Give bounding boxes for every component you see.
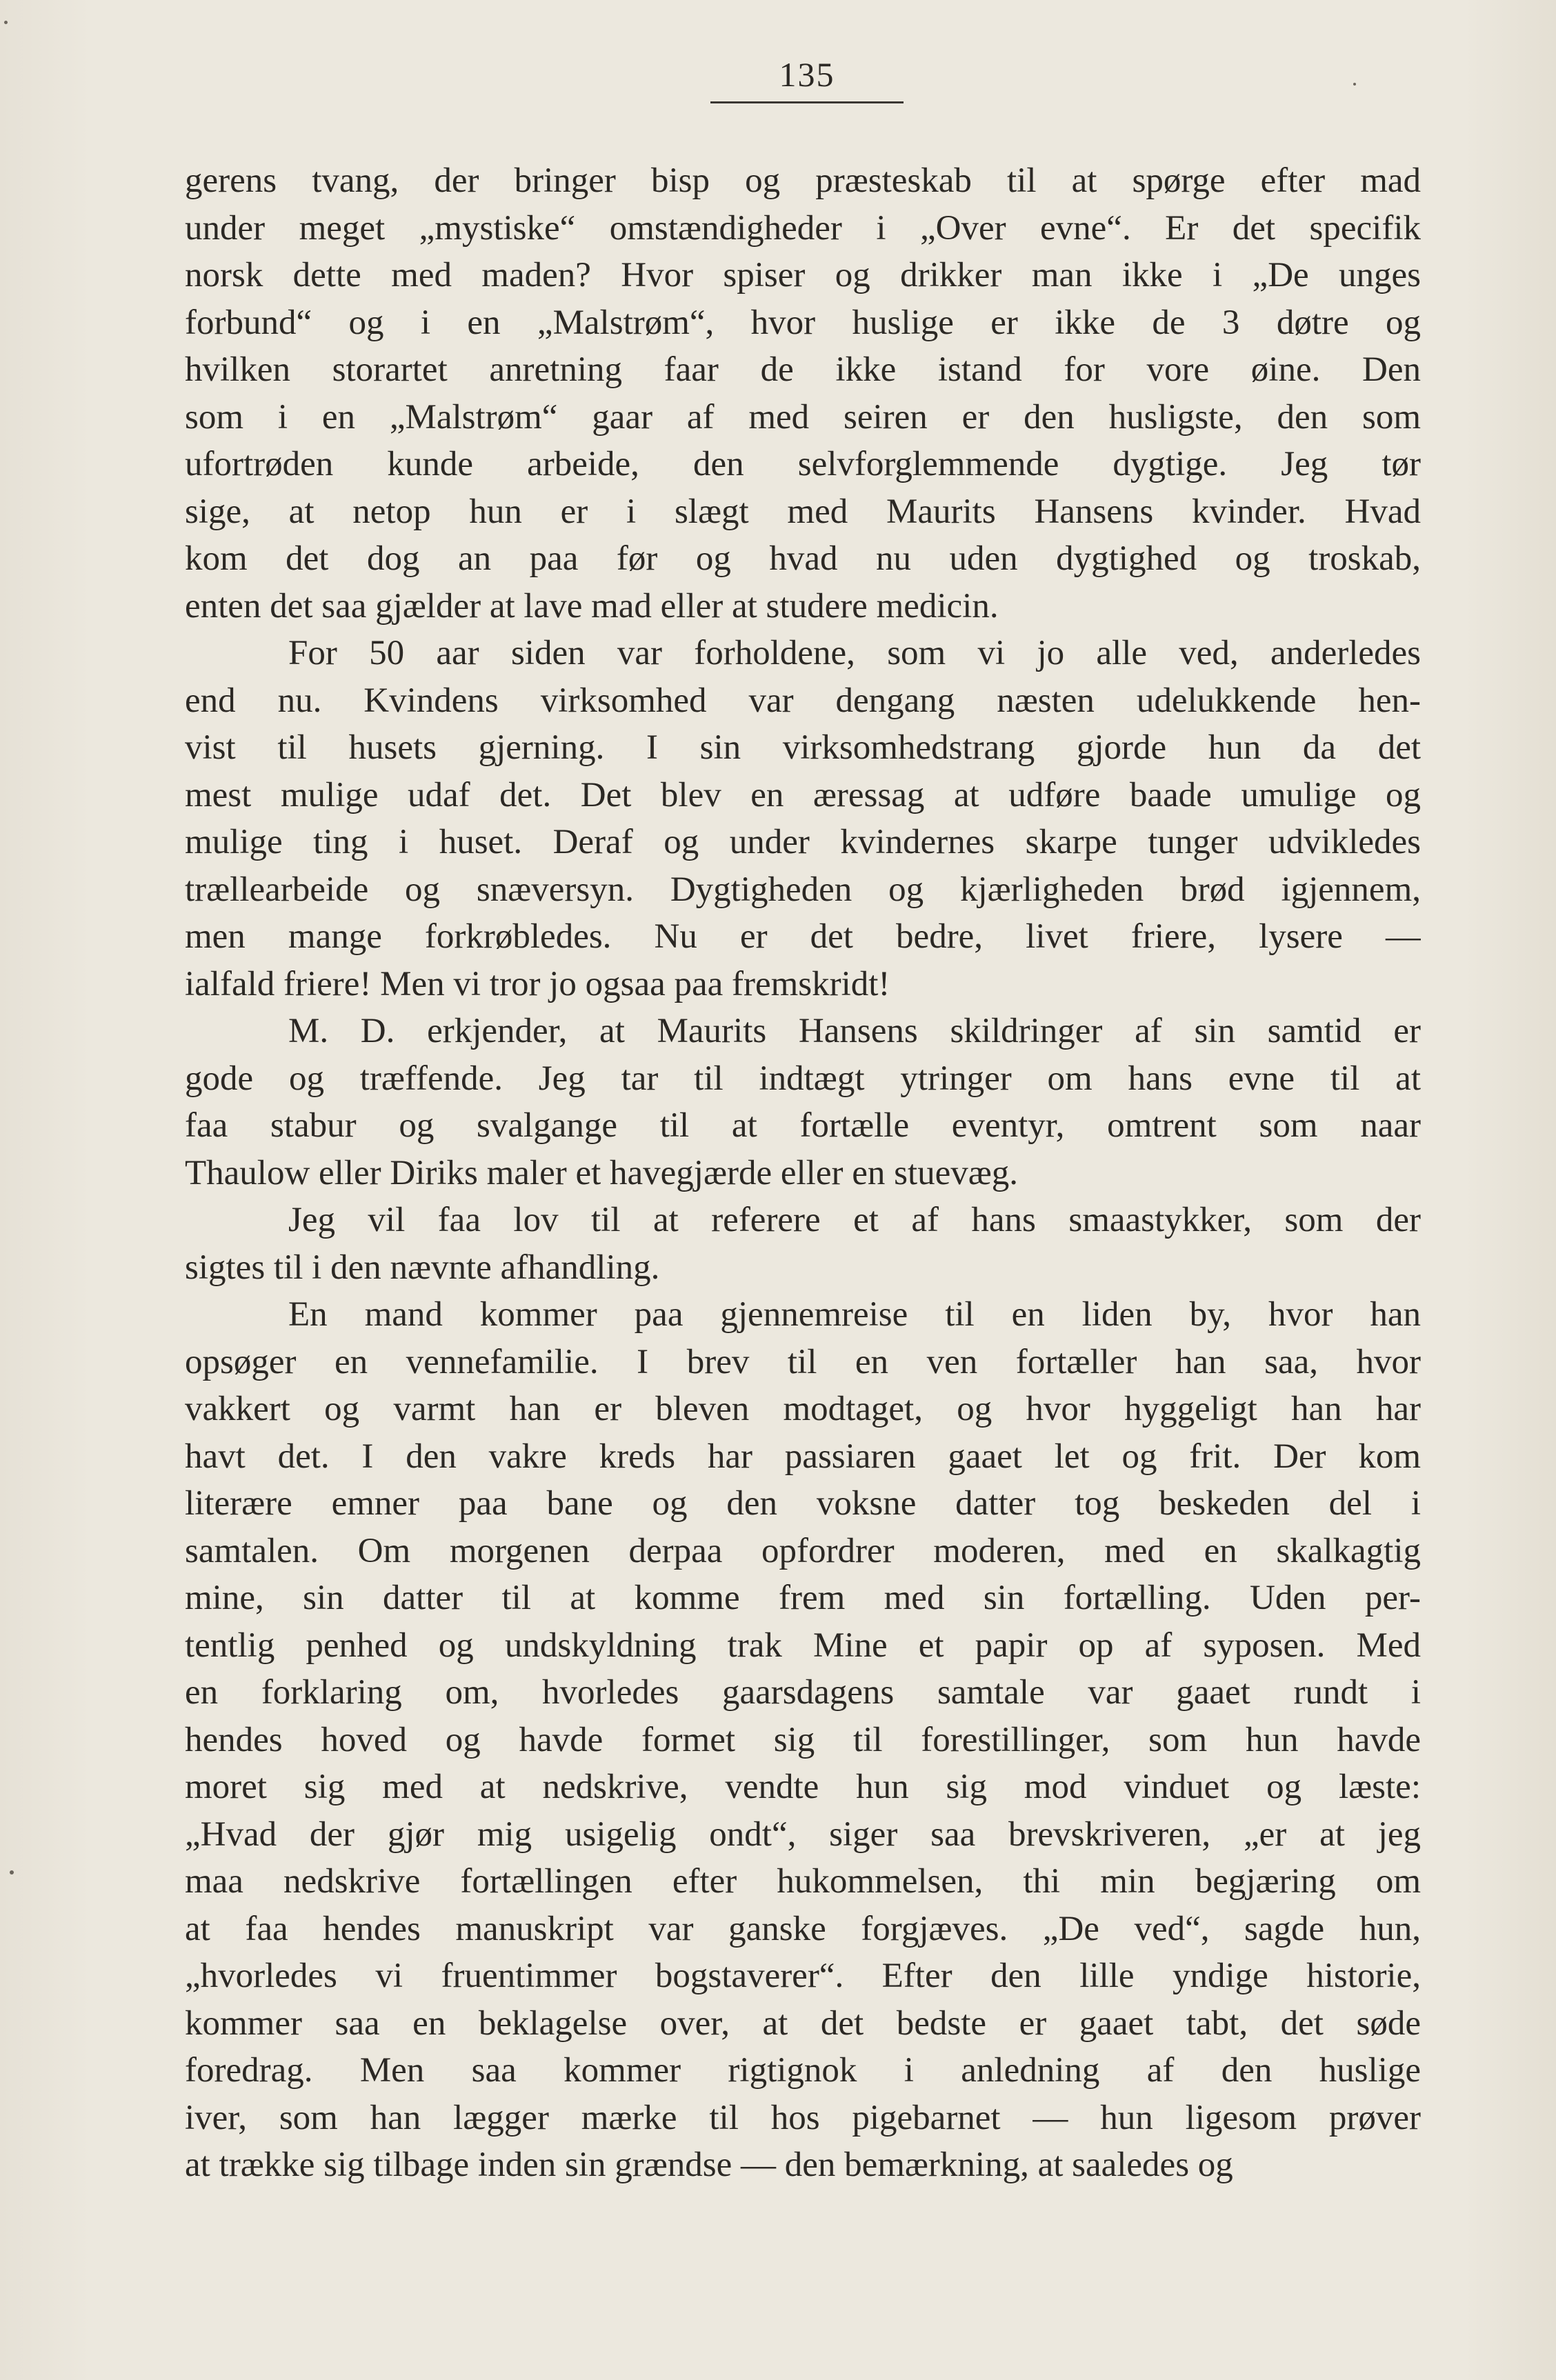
text-line: M. D. erkjender, at Maurits Hansens skildringer af sin samtid er <box>288 1012 1421 1050</box>
text-line: „hvorledes vi fruentimmer bogstaverer“. Efter den lille yndige historie, <box>185 1957 1421 1995</box>
text-line: men mange forkrøbledes. Nu er det bedre, livet friere, lysere — <box>185 917 1421 956</box>
text-line: kommer saa en beklagelse over, at det bedste er gaaet tabt, det søde <box>185 2003 1421 2043</box>
text-line: iver, som han lægger mærke til hos pigebarnet — hun ligesom prøver <box>185 2098 1421 2137</box>
text-line: opsøger en vennefamilie. I brev til en ven fortæller han saa, hvor <box>185 1342 1421 1381</box>
text-line: hvilken storartet anretning faar de ikke istand for vore øine. Den <box>185 350 1421 389</box>
text-line: literære emner paa bane og den voksne datter tog beskeden del i <box>185 1484 1421 1523</box>
text-line: gode og træffende. Jeg tar til indtægt ytringer om hans evne til at <box>185 1059 1421 1098</box>
text-line: For 50 aar siden var forholdene, som vi jo alle ved, anderledes <box>288 634 1421 672</box>
text-line: maa nedskrive fortællingen efter hukommelsen, thi min begjæring om <box>185 1862 1421 1901</box>
paragraph <box>185 630 1421 1008</box>
page-number: 135 <box>779 55 835 94</box>
text-line: norsk dette med maden? Hvor spiser og drikker man ikke i „De unges <box>185 256 1421 294</box>
text-line: samtalen. Om morgenen derpaa opfordrer moderen, med en skalkagtig <box>185 1531 1421 1570</box>
text-line: „Hvad der gjør mig usigelig ondt“, siger saa brevskriveren, „er at jeg <box>185 1814 1421 1854</box>
text-line: tentlig penhed og undskyldning trak Mine et papir op af syposen. Med <box>185 1626 1421 1665</box>
text-line: som i en „Malstrøm“ gaar af med seiren er den husligste, den som <box>185 397 1421 437</box>
text-line: mulige ting i huset. Deraf og under kvindernes skarpe tunger udvikledes <box>185 823 1421 861</box>
text-line: vakkert og varmt han er bleven modtaget, og hvor hyggeligt han har <box>185 1390 1421 1428</box>
paragraph <box>185 1197 1421 1291</box>
page-number-rule <box>710 101 904 103</box>
text-line: en forklaring om, hvorledes gaarsdagens samtale var gaaet rundt i <box>185 1673 1421 1712</box>
text-line: hendes hoved og havde formet sig til forestillinger, som hun havde <box>185 1720 1421 1759</box>
text-line: enten det saa gjælder at lave mad eller at studere medicin. <box>185 586 999 626</box>
text-line: mine, sin datter til at komme frem med sin fortælling. Uden per- <box>185 1579 1421 1617</box>
text-line: end nu. Kvindens virksomhed var dengang næsten udelukkende hen- <box>185 681 1421 720</box>
body-text <box>185 157 1421 2189</box>
paragraph <box>185 157 1421 630</box>
text-line: gerens tvang, der bringer bisp og præsteskab til at spørge efter mad <box>185 161 1421 200</box>
paragraph <box>185 1291 1421 2189</box>
text-line: kom det dog an paa før og hvad nu uden dygtighed og troskab, <box>185 539 1421 578</box>
text-line: Jeg vil faa lov til at referere et af hans smaastykker, som der <box>288 1201 1421 1239</box>
text-line: En mand kommer paa gjennemreise til en liden by, hvor han <box>288 1295 1421 1334</box>
text-line: ufortrøden kunde arbeide, den selvforglemmende dygtige. Jeg tør <box>185 445 1421 483</box>
text-line: moret sig med at nedskrive, vendte hun sig mod vinduet og læste: <box>185 1768 1421 1806</box>
text-line: trællearbeide og snæversyn. Dygtigheden og kjærligheden brød igjennem, <box>185 870 1421 909</box>
paragraph <box>185 1008 1421 1197</box>
text-line: under meget „mystiske“ omstændigheder i „Over evne“. Er det specifik <box>185 208 1421 248</box>
text-line: ialfald friere! Men vi tror jo ogsaa paa fremskridt! <box>185 964 890 1003</box>
text-line: mest mulige udaf det. Det blev en æressag at udføre baade umulige og <box>185 775 1421 814</box>
paper-speck <box>10 1870 14 1874</box>
text-line: sige, at netop hun er i slægt med Maurits Hansens kvinder. Hvad <box>185 492 1421 531</box>
text-line: forbund“ og i en „Malstrøm“, hvor huslige er ikke de 3 døtre og <box>185 303 1421 342</box>
text-line: faa stabur og svalgange til at fortælle eventyr, omtrent som naar <box>185 1106 1421 1145</box>
text-line: at trække sig tilbage inden sin grændse — den bemærkning, at saaledes og <box>185 2146 1233 2184</box>
text-line: sigtes til i den nævnte afhandling. <box>185 1248 660 1287</box>
text-line: foredrag. Men saa kommer rigtignok i anledning af den huslige <box>185 2051 1421 2090</box>
paper-speck <box>1353 83 1356 86</box>
text-line: havt det. I den vakre kreds har passiaren gaaet let og frit. Der kom <box>185 1437 1421 1476</box>
text-line: at faa hendes manuskript var ganske forgjæves. „De ved“, sagde hun, <box>185 1909 1421 1948</box>
text-line: Thaulow eller Diriks maler et havegjærde eller en stuevæg. <box>185 1153 1019 1192</box>
text-line: vist til husets gjerning. I sin virksomhedstrang gjorde hun da det <box>185 728 1421 767</box>
paper-speck <box>4 21 8 24</box>
